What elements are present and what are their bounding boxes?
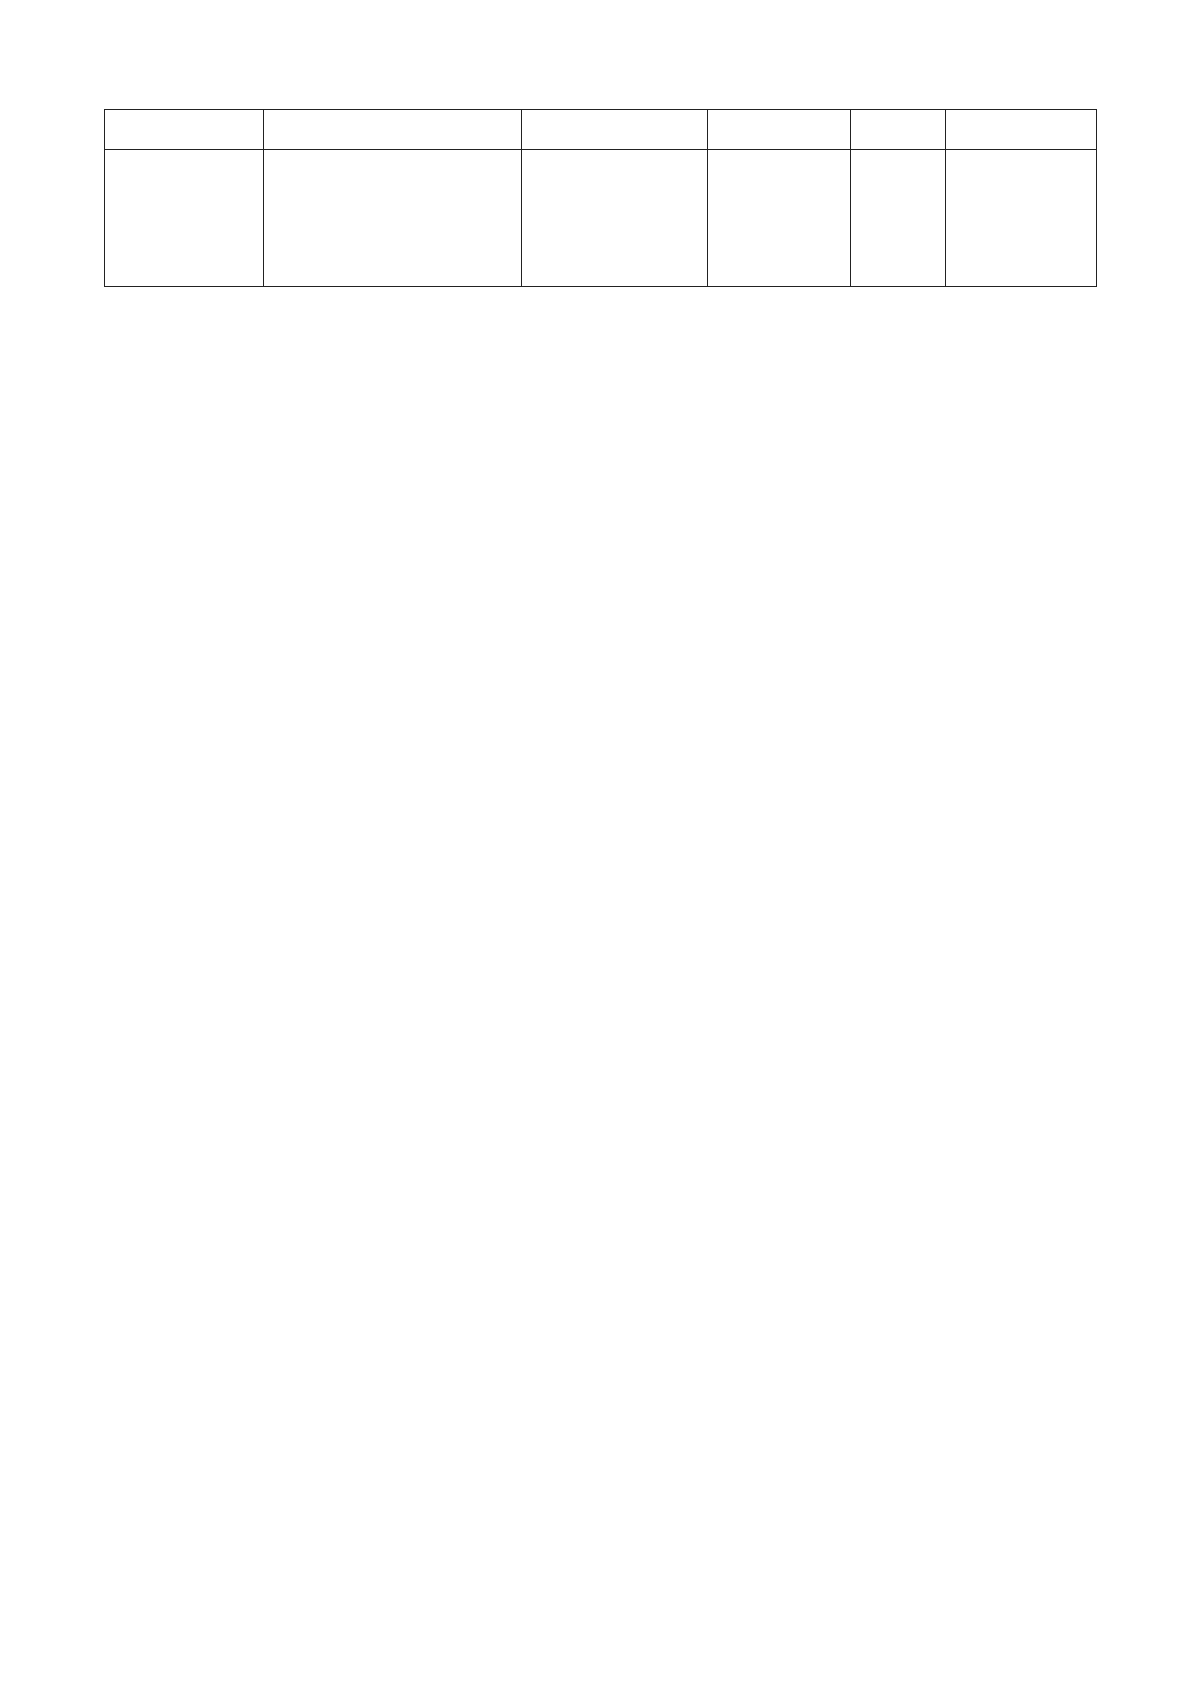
header-item [522,150,708,287]
header-unit [708,150,851,287]
item-cell [522,110,708,150]
table-body-last [105,110,1097,150]
header-life [851,150,946,287]
header-speciality [105,150,264,287]
document-sheet [104,109,1096,287]
header-row [105,150,1097,287]
table-row [105,110,1097,150]
life-cell [851,110,946,150]
equipment-table [104,109,1097,287]
header-works [264,150,522,287]
work-cell [264,110,522,150]
unit-cell [708,110,851,150]
table-header [105,150,1097,287]
speciality-cell [105,110,264,150]
header-need [946,150,1097,287]
need-cell [946,110,1097,150]
